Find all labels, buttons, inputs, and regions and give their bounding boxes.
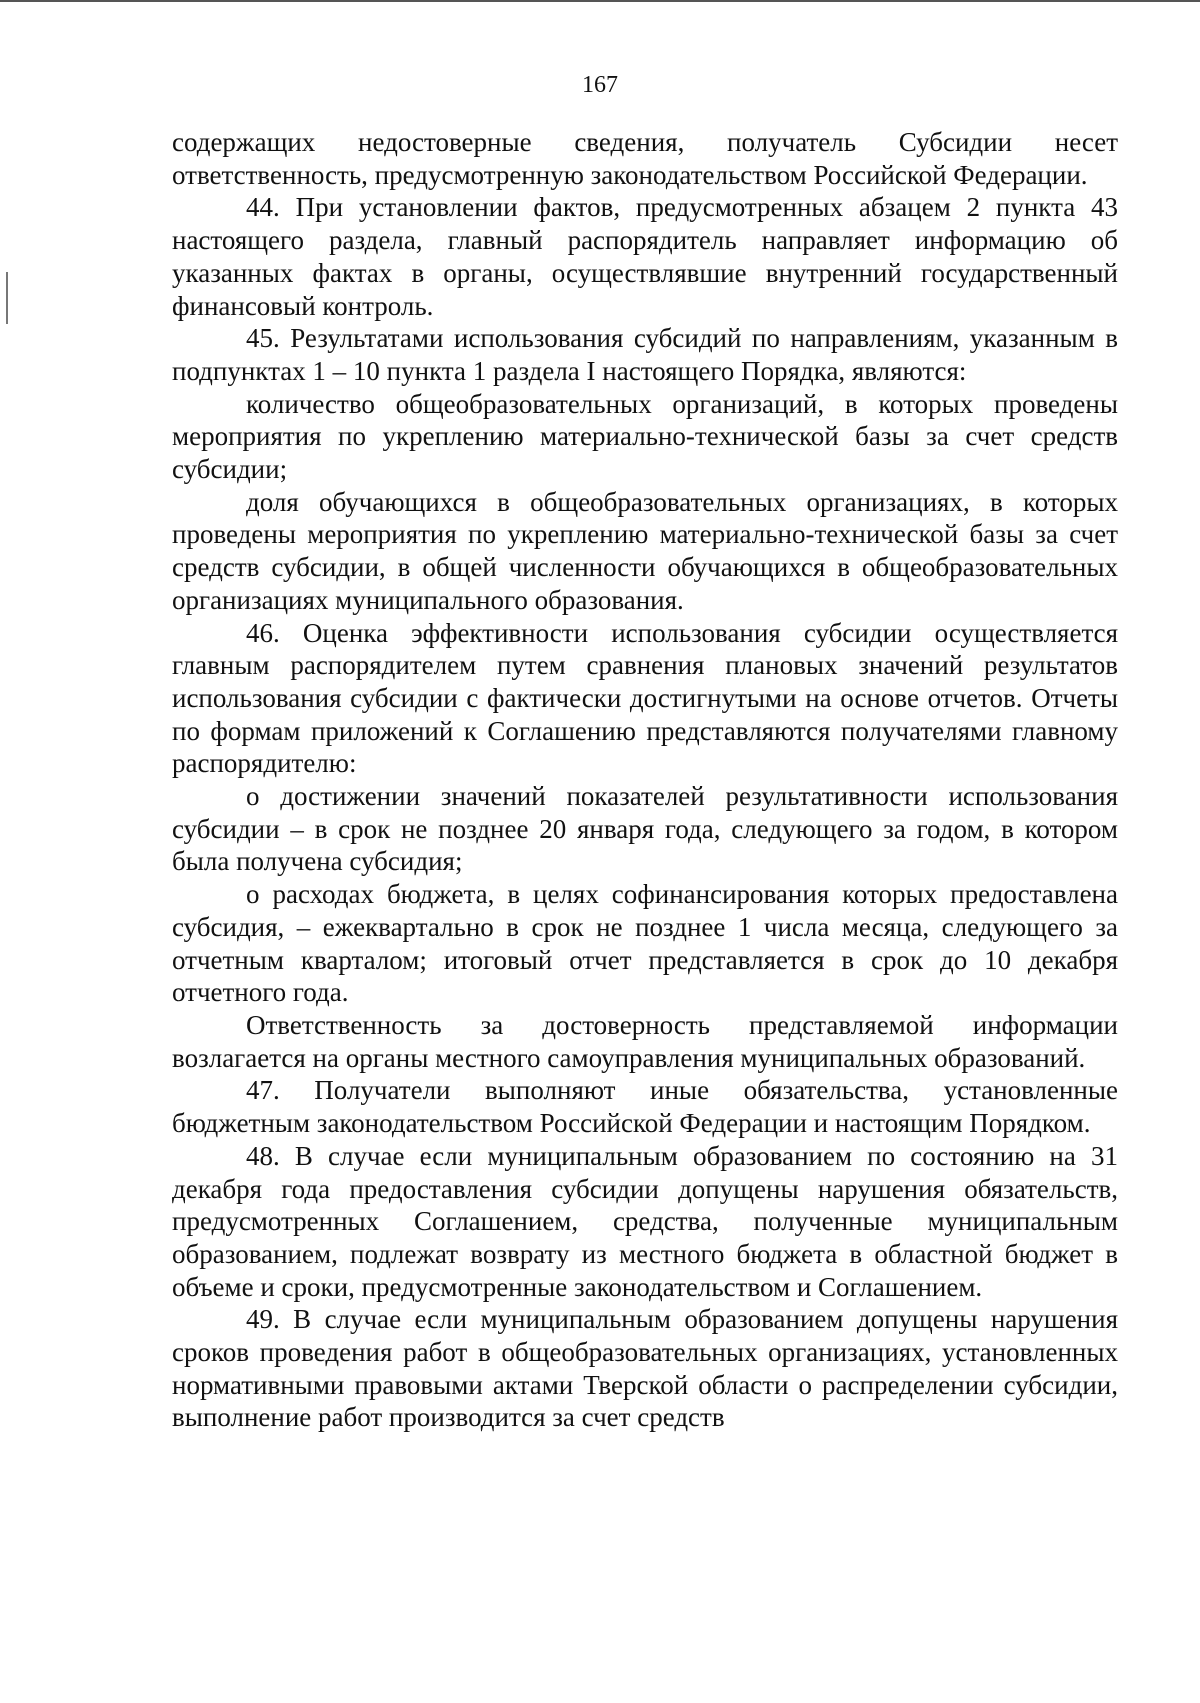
paragraph: 47. Получатели выполняют иные обязательства, установленные бюджетным законодательством Российской Федерации и настоящим Порядком. [172, 1075, 1118, 1139]
paragraph: 49. В случае если муниципальным образованием допущены нарушения сроков проведения работ в общеобразовательных организациях, установленных нормативными правовыми актами Тверской области о распределении субсидии, выполнение работ производится за счет средств [172, 1304, 1118, 1433]
paragraph: содержащих недостоверные сведения, получатель Субсидии несет ответственность, предусмотренную законодательством Российской Федерации. [172, 127, 1118, 190]
paragraph: Ответственность за достоверность представляемой информации возлагается на органы местного самоуправления муниципальных образований. [172, 1009, 1118, 1073]
paragraph: количество общеобразовательных организаций, в которых проведены мероприятия по укреплению материально-технической базы за счет средств субсидии; [172, 388, 1118, 485]
paragraph: о достижении значений показателей результативности использования субсидии – в срок не позднее 20 января года, следующего за годом, в котором была получена субсидия; [172, 781, 1118, 877]
paragraph: 48. В случае если муниципальным образованием по состоянию на 31 декабря года предоставления субсидии допущены нарушения обязательств, предусмотренных Соглашением, средства, полученные муниципальным образованием, подлежат возврату из местного бюджета в областной бюджет в объеме и сроки, предусмотренные законодательством и Соглашением. [172, 1140, 1118, 1302]
paragraph: 45. Результатами использования субсидий по направлениям, указанным в подпунктах 1 – 10 пункта 1 раздела I настоящего Порядка, являются: [172, 323, 1118, 386]
document-body [172, 126, 1118, 1434]
page-number: 167 [582, 72, 618, 98]
scan-margin-mark [6, 272, 8, 324]
paragraph: 44. При установлении фактов, предусмотренных абзацем 2 пункта 43 настоящего раздела, главный распорядитель направляет информацию об указанных фактах в органы, осуществлявшие внутренний государственный финансовый контроль. [172, 192, 1118, 321]
scan-top-edge [0, 0, 1200, 2]
paragraph: 46. Оценка эффективности использования субсидии осуществляется главным распорядителем путем сравнения плановых значений результатов использования субсидии с фактически достигнутыми на основе отчетов. Отчеты по формам приложений к Соглашению представляются получателями главному распорядителю: [172, 617, 1118, 779]
paragraph: о расходах бюджета, в целях софинансирования которых предоставлена субсидия, – ежеквартально в срок не позднее 1 числа месяца, следующего за отчетным кварталом; итоговый отчет представляется в срок до 10 декабря отчетного года. [172, 879, 1118, 1008]
paragraph: доля обучающихся в общеобразовательных организациях, в которых проведены мероприятия по укреплению материально-технической базы за счет средств субсидии, в общей численности обучающихся в общеобразовательных организациях муниципального образования. [172, 486, 1118, 615]
